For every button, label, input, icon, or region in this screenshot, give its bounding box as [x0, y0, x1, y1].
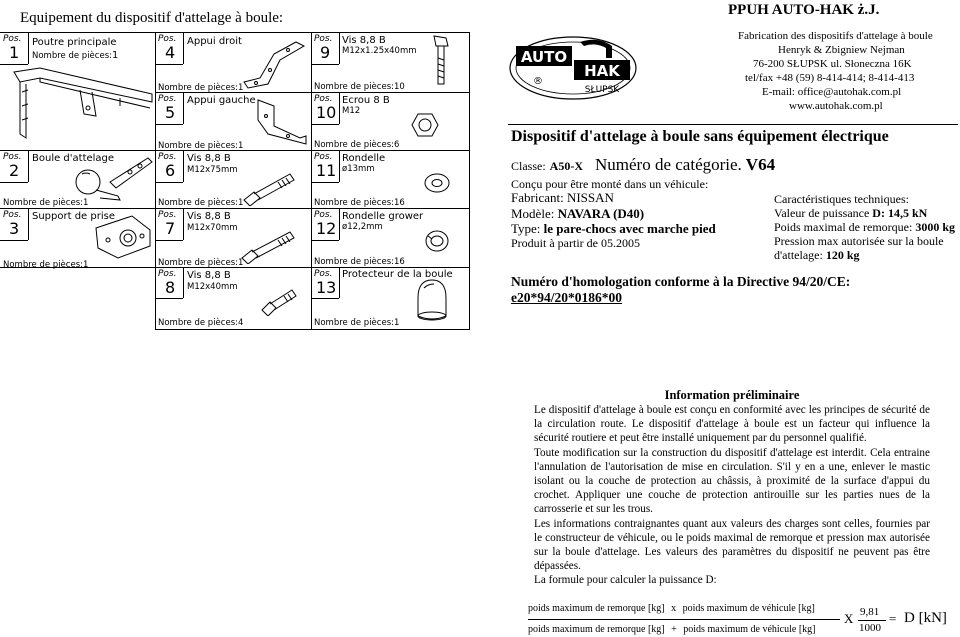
gravity-numerator: 9,81 [860, 606, 880, 618]
part-name: Protecteur de la boule [342, 269, 453, 280]
type-row [511, 221, 716, 237]
part-spec: ø13mm [342, 164, 375, 174]
pos-label: Pos. [3, 34, 22, 44]
part-quantity: 1 [238, 198, 244, 208]
maker-row [511, 190, 614, 206]
part-quantity-label: Nombre de pièces: [158, 198, 238, 208]
pos-label: Pos. [158, 94, 177, 104]
part-number: 9 [320, 43, 331, 62]
part-name: Appui droit [187, 36, 242, 47]
maker-label: Fabricant: [511, 190, 564, 205]
pressure-label: Pression max autorisée sur la boule [774, 234, 944, 248]
model-value: NAVARA (D40) [557, 206, 645, 221]
company-email: E-mail: office@autohak.com.pl [762, 86, 902, 98]
page-title: Equipement du dispositif d'attelage à boule: [20, 10, 284, 26]
bolt-70-drawing [238, 226, 300, 264]
part-quantity: 1 [83, 198, 89, 208]
part-name: Support de prise [32, 211, 115, 222]
gravity-bar [858, 620, 886, 621]
ball-cover-drawing [412, 276, 452, 326]
part-quantity: 16 [394, 257, 405, 267]
pos-label: Pos. [314, 94, 333, 104]
part-quantity: 1 [238, 83, 244, 93]
part-number: 12 [316, 219, 337, 238]
part-spec: ø12,2mm [342, 222, 383, 232]
type-value: le pare-chocs avec marche pied [543, 221, 716, 236]
tow-ball-drawing [60, 152, 155, 206]
bolt-40-drawing [260, 284, 300, 316]
part-name: Appui gauche [187, 95, 256, 106]
formula-term: poids maximum de remorque [kg] [528, 603, 665, 614]
part-number: 1 [9, 43, 20, 62]
part-name: Vis 8,8 B [342, 35, 386, 46]
pos-label: Pos. [314, 210, 333, 220]
towing-value: 3000 kg [915, 220, 955, 234]
bolt-75-drawing [240, 170, 300, 206]
info-body [534, 403, 930, 588]
pos-label: Pos. [158, 34, 177, 44]
catalog-label: Numéro de catégorie. [595, 155, 742, 174]
part-quantity: 1 [394, 318, 400, 328]
part-quantity: 1 [83, 260, 89, 270]
info-title: Information préliminaire [664, 388, 800, 402]
model-row [511, 206, 644, 222]
part-quantity-label: Nombre de pièces: [3, 260, 83, 270]
part-quantity: 1 [238, 141, 244, 151]
formula-term: poids maximum de véhicule [kg] [682, 603, 815, 614]
part-quantity-label: Nombre de pièces: [314, 140, 394, 150]
pos-label: Pos. [314, 152, 333, 162]
part-number: 8 [165, 278, 176, 297]
pressure-row [774, 248, 860, 263]
catalog-value: V64 [745, 155, 776, 174]
gravity-denominator: 1000 [859, 622, 881, 634]
part-quantity-label: Nombre de pièces: [32, 51, 112, 61]
part-number: 5 [165, 103, 176, 122]
part-number: 13 [316, 278, 337, 297]
pos-label: Pos. [3, 210, 22, 220]
part-quantity-label: Nombre de pièces: [314, 257, 394, 267]
produced-row [511, 236, 640, 251]
part-quantity: 6 [394, 140, 400, 150]
header-rule [508, 124, 958, 125]
part-name: Vis 8,8 B [187, 270, 231, 281]
part-spec: M12x70mm [187, 223, 238, 233]
pos-label: Pos. [158, 210, 177, 220]
part-name: Rondelle [342, 153, 386, 164]
homologation-number: e20*94/20*0186*00 [511, 290, 622, 305]
formula-numerator [528, 603, 815, 614]
registered-mark: ® [533, 76, 543, 87]
part-name: Boule d'attelage [32, 153, 115, 164]
part-spec: M12 [342, 106, 361, 116]
part-number: 4 [165, 43, 176, 62]
info-paragraph: Toute modification sur la construction du dispositif d'attelage est interdit. Cela entraine l'annulation de l'autorisation de mise en circulation. S'il y en a une, enlever le mastic isolant ou la couche de protection au châssis, à proximité de la surface d'appui du crochet. Appliquer une couche de protection antirouille sur les parties nues de la carrosserie et sur les trous. [534, 446, 930, 516]
pressure-label-2: d'attelage: [774, 248, 823, 262]
company-name: PPUH AUTO-HAK ż.J. [728, 2, 880, 18]
part-spec: M12x1.25x40mm [342, 46, 417, 56]
part-quantity-label: Nombre de pièces: [3, 198, 83, 208]
info-paragraph: La formule pour calculer la puissance D: [534, 574, 717, 587]
nut-drawing [410, 110, 440, 140]
left-bracket-drawing [252, 96, 310, 148]
produced-label: Produit à partir de [511, 236, 598, 250]
part-number: 3 [9, 219, 20, 238]
pos-label: Pos. [158, 152, 177, 162]
class-value: A50-X [549, 159, 583, 173]
formula-term: poids maximum de véhicule [kg] [683, 624, 816, 635]
part-quantity: 4 [238, 318, 244, 328]
part-name: Vis 8,8 B [187, 153, 231, 164]
pos-label: Pos. [3, 152, 22, 162]
part-quantity: 1 [238, 258, 244, 268]
formula-denominator [528, 624, 815, 635]
pos-label: Pos. [314, 34, 333, 44]
part-spec: M12x75mm [187, 165, 238, 175]
fraction-bar [528, 619, 840, 620]
towing-row [774, 220, 955, 235]
formula-result: D [kN] [904, 610, 947, 626]
logo-word-auto: AUTO [520, 48, 568, 66]
info-paragraph: Les informations contraignantes quant aux valeurs des charges sont celles, fournies par le constructeur de véhicule, ou le poids maximal de remorque et pression max autorisée sur la boule d'attelage. Les valeurs des paramètres du dispositif ne peuvent pas être dépassées. [534, 517, 930, 573]
formula-operator: + [671, 624, 677, 635]
pos-label: Pos. [314, 269, 333, 279]
formula-equals: = [889, 611, 897, 626]
part-quantity-label: Nombre de pièces: [158, 258, 238, 268]
part-quantity: 1 [112, 50, 119, 61]
homologation-text: Numéro d'homologation conforme à la Directive 94/20/CE: [511, 274, 851, 289]
formula-term: poids maximum de remorque [kg] [528, 624, 665, 635]
logo-city: SŁUPSK [584, 85, 620, 95]
towing-label: Poids maximal de remorque: [774, 220, 913, 234]
company-address: 76-200 SŁUPSK ul. Słoneczna 16K [753, 58, 912, 70]
produced-value: 05.2005 [600, 236, 640, 250]
company-phone: tel/fax +48 (59) 8-414-414; 8-414-413 [745, 72, 915, 84]
maker-value: NISSAN [566, 190, 614, 205]
main-beam-drawing [0, 62, 154, 148]
bolt-m12x125-drawing [410, 34, 460, 88]
part-number: 7 [165, 219, 176, 238]
part-number: 11 [316, 161, 337, 180]
company-website: www.autohak.com.pl [789, 100, 883, 112]
part-name: Ecrou 8 B [342, 95, 390, 106]
power-value: 14,5 kN [887, 206, 928, 220]
part-quantity-label: Nombre de pièces: [314, 318, 394, 328]
company-line: Henryk & Zbigniew Nejman [778, 44, 905, 56]
model-label: Modèle: [511, 206, 555, 221]
power-row [774, 206, 927, 221]
part-name: Rondelle grower [342, 211, 424, 222]
formula-times: X [844, 611, 854, 626]
part-quantity-label: Nombre de pièces: [314, 82, 394, 92]
product-heading: Dispositif d'attelage à boule sans équipement électrique [511, 128, 889, 145]
part-quantity-label: Nombre de pièces: [314, 198, 394, 208]
part-number: 6 [165, 161, 176, 180]
part-spec: M12x40mm [187, 282, 238, 292]
right-bracket-drawing [240, 34, 310, 90]
info-paragraph: Le dispositif d'attelage à boule est conçu en conformité avec les principes de sécurité de la circulation route. Le dispositif d'attelage à boule est un facteur qui influence la sécurité routiere et peut être installé uniquement par du personnel qualifié. [534, 404, 930, 445]
intended-for: Conçu pour être monté dans un véhicule: [511, 177, 709, 191]
specs-title: Caractéristiques techniques: [774, 192, 909, 206]
pos-label: Pos. [158, 269, 177, 279]
power-symbol: D: [872, 206, 885, 220]
part-quantity: 10 [394, 82, 405, 92]
part-quantity-label: Nombre de pièces: [158, 83, 238, 93]
class-row [511, 155, 775, 175]
part-name: Vis 8,8 B [187, 211, 231, 222]
part-quantity-label: Nombre de pièces: [158, 318, 238, 328]
type-label: Type: [511, 221, 541, 236]
washer-drawing [422, 168, 452, 198]
autohak-logo [508, 32, 638, 100]
spring-washer-drawing [422, 226, 452, 256]
company-line: Fabrication des dispositifs d'attelage à boule [738, 30, 933, 42]
part-number: 10 [316, 103, 337, 122]
class-label: Classe: [511, 159, 546, 173]
part-name: Poutre principale [32, 37, 117, 48]
power-label: Valeur de puissance [774, 206, 870, 220]
part-quantity-label: Nombre de pièces: [158, 141, 238, 151]
part-number: 2 [9, 161, 20, 180]
pressure-value: 120 kg [825, 248, 860, 262]
socket-plate-drawing [88, 212, 154, 264]
formula-operator: x [671, 603, 677, 614]
logo-word-hak: HAK [584, 62, 620, 80]
part-quantity: 16 [394, 198, 405, 208]
